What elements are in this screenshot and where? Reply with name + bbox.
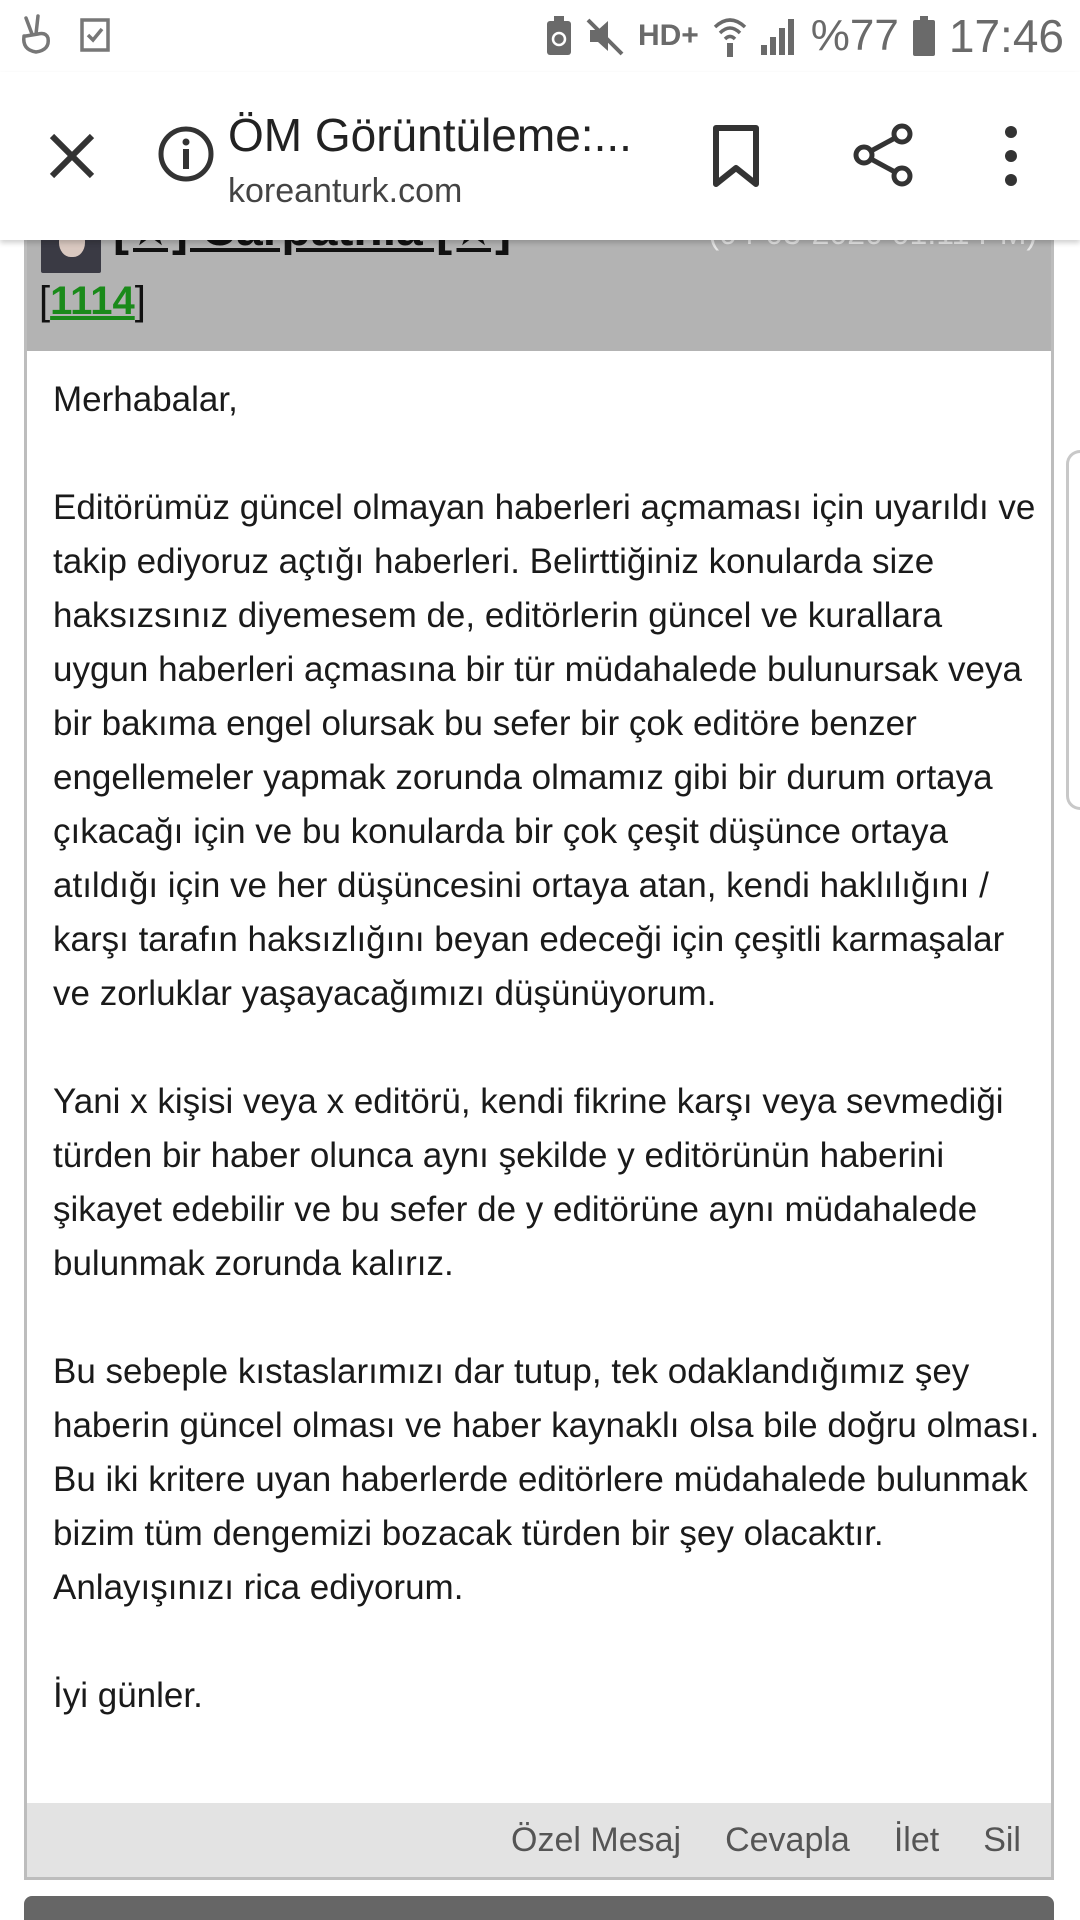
- points-bracket-close: ]: [134, 279, 146, 323]
- page-title: ÖM Görüntüleme:...: [228, 109, 632, 161]
- close-icon[interactable]: [40, 124, 104, 188]
- victory-hand-icon: [18, 14, 54, 54]
- clock: 17:46: [948, 10, 1064, 62]
- message-paragraph: Editörümüz güncel olmayan haberleri açmaması için uyarıldı ve takip ediyoruz açtığı haberleri. Belirttiğiniz konularda size haksızsınız diyemesem de, editörlerin güncel ve kurallara uygun haberleri açmasına bir tür müdahalede bulunursak veya bir bakıma engel olursak bu sefer bir çok editöre benzer engellemeler yapmak zorunda olmamız gibi bir durum ortaya çıkacağı için ve bu konularda bir çok çeşit düşünce ortaya atıldığı için ve her düşüncesini ortaya atan, kendi haklılığını / karşı tarafın haksızlığını beyan edeceği için çeşitli karmaşalar ve zorluklar yaşayacağımızı düşünüyorum.: [53, 488, 1036, 1013]
- message-actions: [27, 1803, 1051, 1877]
- message-paragraph: İyi günler.: [53, 1676, 203, 1715]
- next-section-bar: [24, 1896, 1054, 1920]
- signal-icon: [761, 17, 797, 55]
- private-message-link[interactable]: Özel Mesaj: [511, 1820, 682, 1859]
- message-card: [24, 180, 1054, 1880]
- message-body: [53, 373, 1043, 1777]
- reply-link[interactable]: Cevapla: [725, 1820, 850, 1859]
- message-paragraph: Bu sebeple kıstaslarımızı dar tutup, tek odaklandığımız şey haberin güncel olması ve haber kaynaklı olsa bile doğru olması. Bu iki kritere uyan haberlerde editörlere müdahalede bulunmak bizim tüm dengemizi bozacak türden bir şey olacaktır. Anlayışınızı rica ediyorum.: [53, 1352, 1040, 1607]
- checklist-icon: [80, 16, 110, 52]
- points-link[interactable]: 1114: [50, 279, 135, 323]
- mute-icon: [586, 16, 624, 56]
- forward-link[interactable]: İlet: [893, 1820, 940, 1859]
- battery-icon: [913, 16, 935, 56]
- page-url: koreanturk.com: [228, 172, 463, 210]
- wifi-icon: [713, 15, 747, 57]
- delete-link[interactable]: Sil: [983, 1820, 1021, 1859]
- points-bracket-open: [: [39, 279, 51, 323]
- message-paragraph: Merhabalar,: [53, 380, 238, 419]
- status-bar: [0, 0, 1080, 72]
- share-icon[interactable]: [852, 122, 916, 188]
- battery-percent: %77: [810, 11, 899, 60]
- status-indicators: [546, 8, 1064, 64]
- info-icon[interactable]: [156, 124, 216, 184]
- browser-toolbar: [0, 72, 1080, 240]
- message-paragraph: Yani x kişisi veya x editörü, kendi fikrine karşı veya sevmediği türden bir haber olunca aynı şekilde y editörünün haberini şikayet edebilir ve bu sefer de y editörüne aynı müdahalede bulunmak zorunda kalırız.: [53, 1082, 1004, 1283]
- bookmark-icon[interactable]: [708, 124, 764, 188]
- scroll-handle[interactable]: [1066, 450, 1080, 810]
- user-points: [39, 279, 146, 324]
- more-options-icon[interactable]: [998, 124, 1024, 188]
- battery-saver-icon: [546, 16, 572, 56]
- hd-indicator: HD+: [637, 19, 699, 52]
- status-notifications: [18, 14, 110, 54]
